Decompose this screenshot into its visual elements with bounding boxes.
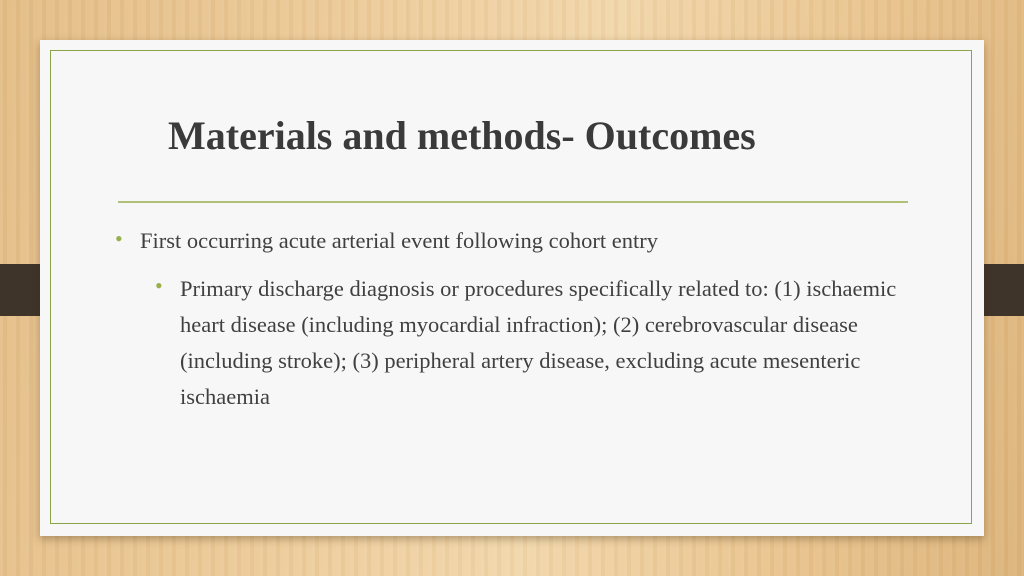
bullet-dot-icon: •: [115, 226, 123, 251]
bullet-text: First occurring acute arterial event following cohort entry: [140, 228, 658, 253]
bullet-dot-icon: •: [155, 273, 163, 298]
title-divider: [118, 201, 908, 203]
slide-paper: [40, 40, 984, 536]
slide-title: Materials and methods- Outcomes: [168, 113, 756, 158]
bullet-text: Primary discharge diagnosis or procedures specifically related to: (1) ischaemic heart disease (including myocardial infraction); (2) cerebrovascular disease (including stroke); (3) peripheral artery disease, excluding acute mesenteric ischaemia: [180, 276, 897, 409]
bullet-level-2: [155, 271, 935, 415]
bullet-level-1: [115, 224, 935, 258]
